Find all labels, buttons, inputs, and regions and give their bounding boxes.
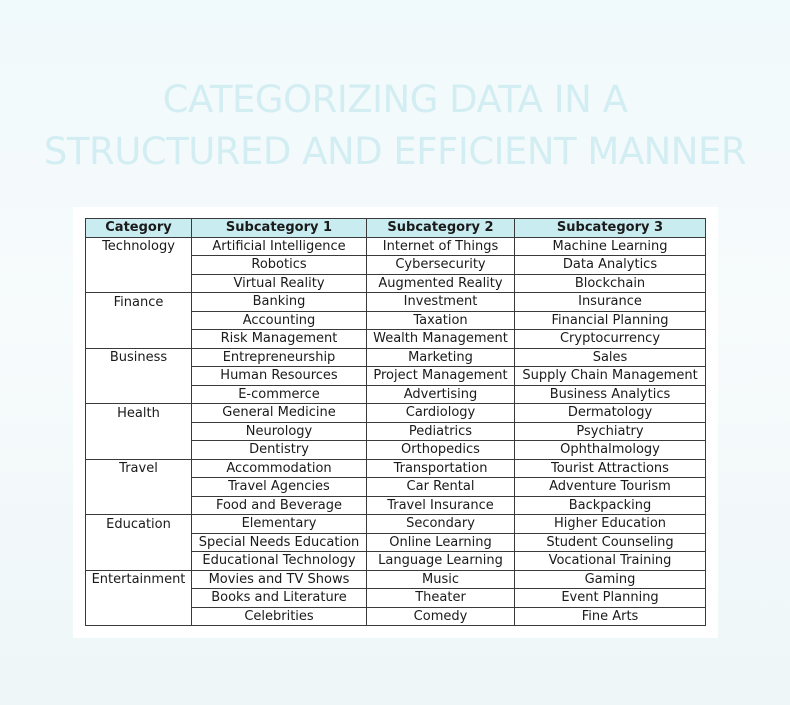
cell-subcategory-1: Elementary [192,515,367,534]
cell-subcategory-2: Cardiology [367,404,515,423]
cell-subcategory-2: Travel Insurance [367,496,515,515]
cell-subcategory-2: Theater [367,589,515,608]
cell-category: Technology [86,237,192,256]
table-row [86,237,706,256]
cell-subcategory-2: Investment [367,293,515,312]
category-table [85,218,706,626]
table-row [86,274,706,293]
cell-subcategory-3: Insurance [515,293,706,312]
table-row [86,515,706,534]
header-subcategory-1: Subcategory 1 [192,219,367,238]
cell-subcategory-2: Augmented Reality [367,274,515,293]
cell-subcategory-1: Books and Literature [192,589,367,608]
table-row [86,293,706,312]
cell-subcategory-1: Entrepreneurship [192,348,367,367]
cell-subcategory-3: Psychiatry [515,422,706,441]
cell-subcategory-1: Movies and TV Shows [192,570,367,589]
cell-category [86,422,192,441]
cell-category [86,533,192,552]
cell-subcategory-2: Wealth Management [367,330,515,349]
page-title-line-2: STRUCTURED AND EFFICIENT MANNER [43,130,747,173]
cell-subcategory-1: Accommodation [192,459,367,478]
cell-subcategory-3: Data Analytics [515,256,706,275]
cell-subcategory-1: General Medicine [192,404,367,423]
cell-subcategory-1: E-commerce [192,385,367,404]
cell-subcategory-2: Comedy [367,607,515,626]
cell-category: Travel [86,459,192,478]
cell-category [86,367,192,386]
table-row [86,404,706,423]
cell-category [86,441,192,460]
cell-subcategory-1: Travel Agencies [192,478,367,497]
cell-category: Business [86,348,192,367]
cell-subcategory-3: Event Planning [515,589,706,608]
cell-subcategory-2: Orthopedics [367,441,515,460]
cell-subcategory-2: Cybersecurity [367,256,515,275]
header-category: Category [86,219,192,238]
cell-subcategory-3: Student Counseling [515,533,706,552]
cell-subcategory-2: Advertising [367,385,515,404]
cell-subcategory-2: Marketing [367,348,515,367]
cell-category: Health [86,404,192,423]
cell-subcategory-2: Secondary [367,515,515,534]
cell-subcategory-2: Taxation [367,311,515,330]
cell-subcategory-1: Educational Technology [192,552,367,571]
cell-category [86,311,192,330]
table-row [86,533,706,552]
cell-subcategory-1: Dentistry [192,441,367,460]
cell-subcategory-3: Adventure Tourism [515,478,706,497]
cell-category [86,274,192,293]
cell-subcategory-3: Financial Planning [515,311,706,330]
table-row [86,385,706,404]
cell-subcategory-3: Ophthalmology [515,441,706,460]
table-row [86,441,706,460]
page-title [0,74,790,178]
cell-subcategory-1: Robotics [192,256,367,275]
table-row [86,422,706,441]
cell-category [86,589,192,608]
cell-subcategory-3: Fine Arts [515,607,706,626]
cell-category [86,496,192,515]
cell-category [86,385,192,404]
table-row [86,367,706,386]
cell-subcategory-2: Pediatrics [367,422,515,441]
table-row [86,348,706,367]
table-body [86,237,706,626]
cell-subcategory-1: Risk Management [192,330,367,349]
table-row [86,330,706,349]
table-sheet [73,207,718,638]
cell-subcategory-2: Car Rental [367,478,515,497]
cell-category [86,607,192,626]
cell-category: Entertainment [86,570,192,589]
table-row [86,256,706,275]
header-subcategory-3: Subcategory 3 [515,219,706,238]
table-header-row [86,219,706,238]
header-subcategory-2: Subcategory 2 [367,219,515,238]
cell-subcategory-1: Virtual Reality [192,274,367,293]
cell-subcategory-2: Transportation [367,459,515,478]
cell-subcategory-3: Vocational Training [515,552,706,571]
cell-category: Finance [86,293,192,312]
cell-category: Education [86,515,192,534]
cell-subcategory-3: Higher Education [515,515,706,534]
table-row [86,589,706,608]
cell-subcategory-1: Human Resources [192,367,367,386]
cell-subcategory-3: Business Analytics [515,385,706,404]
cell-subcategory-3: Backpacking [515,496,706,515]
table-row [86,552,706,571]
cell-subcategory-3: Blockchain [515,274,706,293]
cell-subcategory-1: Neurology [192,422,367,441]
cell-subcategory-1: Artificial Intelligence [192,237,367,256]
cell-subcategory-3: Supply Chain Management [515,367,706,386]
cell-subcategory-1: Food and Beverage [192,496,367,515]
cell-subcategory-3: Cryptocurrency [515,330,706,349]
cell-subcategory-2: Internet of Things [367,237,515,256]
cell-subcategory-1: Accounting [192,311,367,330]
cell-subcategory-1: Celebrities [192,607,367,626]
cell-category [86,552,192,571]
cell-subcategory-2: Language Learning [367,552,515,571]
table-row [86,311,706,330]
cell-subcategory-3: Tourist Attractions [515,459,706,478]
cell-subcategory-2: Project Management [367,367,515,386]
cell-subcategory-1: Special Needs Education [192,533,367,552]
cell-subcategory-3: Sales [515,348,706,367]
table-row [86,478,706,497]
table-row [86,570,706,589]
cell-subcategory-2: Music [367,570,515,589]
cell-subcategory-1: Banking [192,293,367,312]
cell-subcategory-3: Machine Learning [515,237,706,256]
cell-subcategory-3: Dermatology [515,404,706,423]
cell-category [86,478,192,497]
table-row [86,607,706,626]
cell-subcategory-2: Online Learning [367,533,515,552]
page-title-line-1: CATEGORIZING DATA IN A [162,78,628,121]
table-row [86,496,706,515]
table-row [86,459,706,478]
cell-category [86,256,192,275]
cell-subcategory-3: Gaming [515,570,706,589]
cell-category [86,330,192,349]
